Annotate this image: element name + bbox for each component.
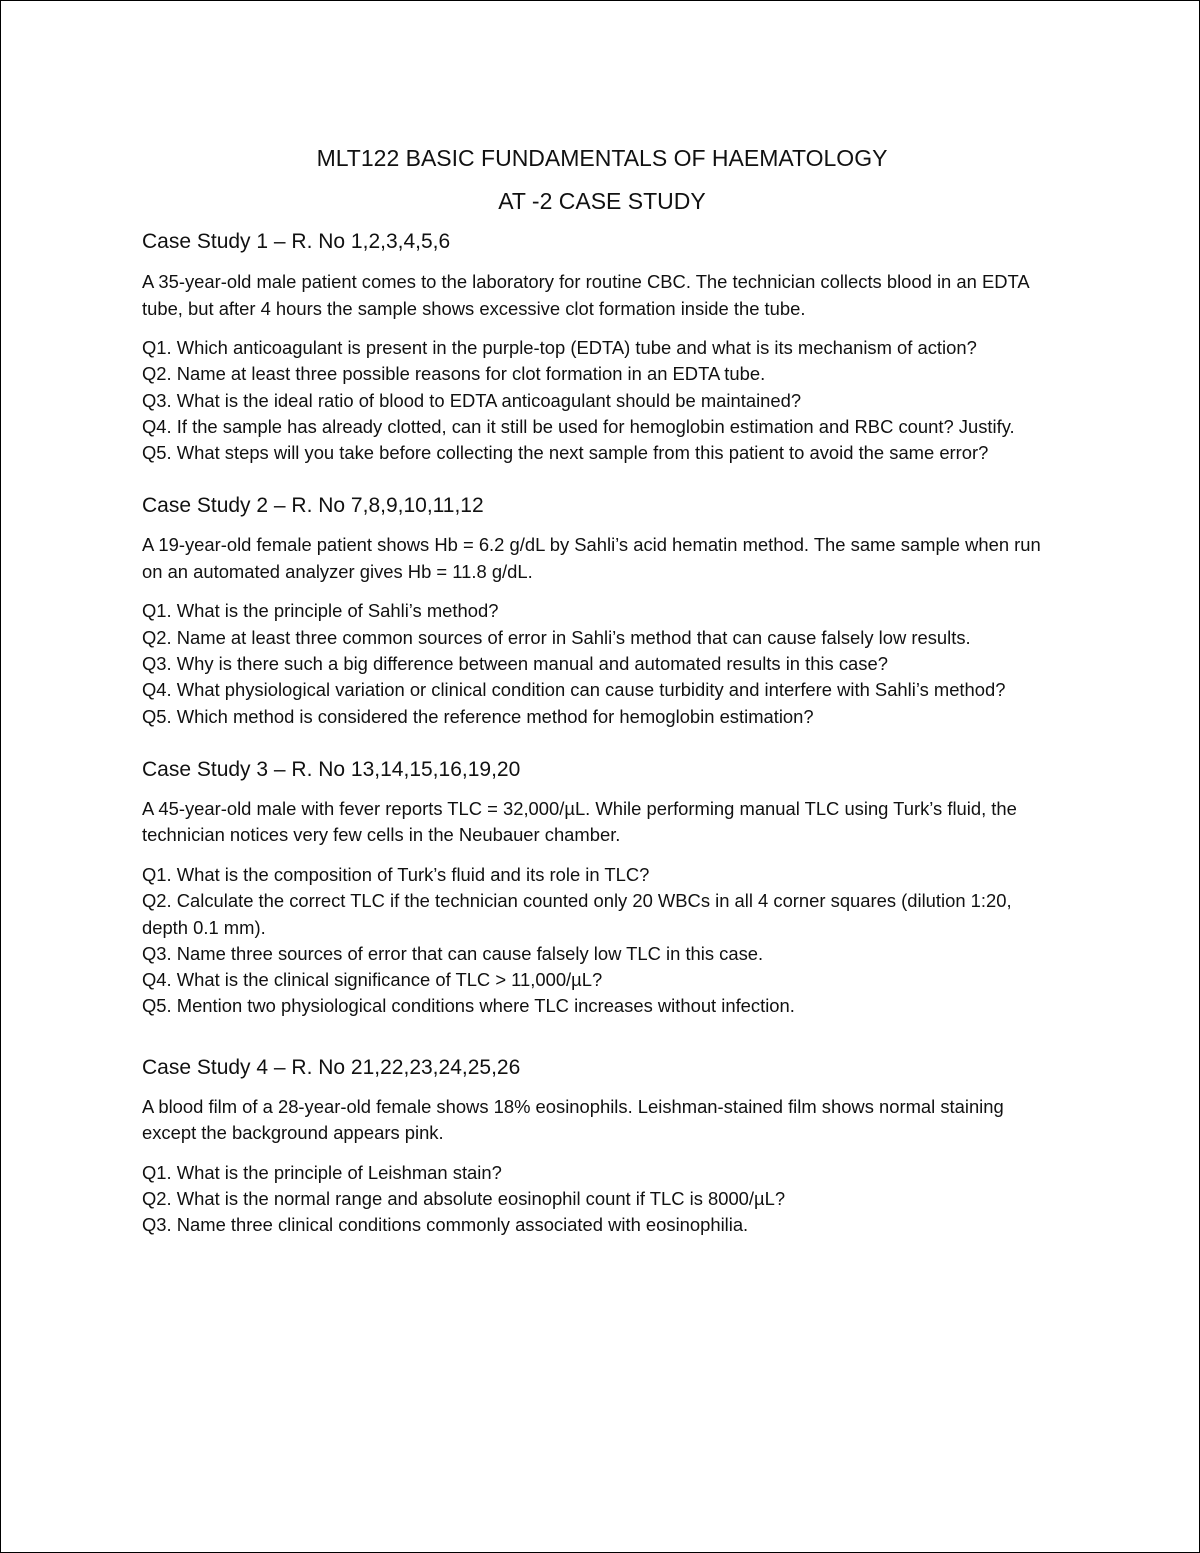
case-study-1-questions [142,335,1062,466]
question-item: Q2. What is the normal range and absolute eosinophil count if TLC is 8000/µL? [142,1188,786,1210]
question-item: Q1. Which anticoagulant is present in the purple-top (EDTA) tube and what is its mechanism of action? [142,337,977,358]
question-item: Q1. What is the principle of Sahli’s method? [142,600,499,622]
case-study-3 [142,756,1062,1020]
case-study-4 [142,1054,1062,1239]
case-study-2-heading: Case Study 2 – R. No 7,8,9,10,11,12 [142,494,484,518]
case-study-2-questions [142,598,1062,729]
question-item: Q3. Name three clinical conditions commonly associated with eosinophilia. [142,1214,749,1236]
case-study-3-questions [142,862,1062,1020]
case-study-4-description: A blood film of a 28-year-old female shows 18% eosinophils. Leishman-stained film shows normal staining except the background appears pink. [142,1095,1004,1144]
assignment-title: AT -2 CASE STUDY [498,188,706,214]
case-study-1-description: A 35-year-old male patient comes to the laboratory for routine CBC. The technician collects blood in an EDTA tube, but after 4 hours the sample shows excessive clot formation inside the tube. [142,271,1029,319]
question-item: Q5. Which method is considered the reference method for hemoglobin estimation? [142,705,814,727]
question-item: Q4. What is the clinical significance of TLC > 11,000/µL? [142,969,603,991]
case-study-4-questions [142,1160,1062,1239]
case-study-1-heading: Case Study 1 – R. No 1,2,3,4,5,6 [142,230,451,253]
case-study-2 [142,492,1062,729]
case-study-1 [142,228,1062,466]
question-item: Q5. What steps will you take before collecting the next sample from this patient to avoid the same error? [142,442,989,464]
case-study-2-description: A 19-year-old female patient shows Hb = 6.2 g/dL by Sahli’s acid hematin method. The same sample when run on an automated analyzer gives Hb = 11.8 g/dL. [142,534,1041,582]
case-study-3-description: A 45-year-old male with fever reports TLC = 32,000/µL. While performing manual TLC using Turk’s fluid, the technician notices very few cells in the Neubauer chamber. [142,797,1017,846]
question-item: Q3. Name three sources of error that can cause falsely low TLC in this case. [142,942,764,964]
case-study-3-heading: Case Study 3 – R. No 13,14,15,16,19,20 [142,757,521,781]
question-item: Q3. What is the ideal ratio of blood to EDTA anticoagulant should be maintained? [142,389,802,411]
question-item: Q2. Name at least three common sources of error in Sahli’s method that can cause falsely low results. [142,626,971,648]
document-content [142,137,1062,1239]
question-item: Q5. Mention two physiological conditions where TLC increases without infection. [142,995,795,1017]
question-item: Q1. What is the principle of Leishman stain? [142,1161,502,1183]
question-item: Q1. What is the composition of Turk’s fluid and its role in TLC? [142,863,650,885]
question-item: Q4. What physiological variation or clinical condition can cause turbidity and interfere with Sahli’s method? [142,679,1006,701]
case-study-4-heading: Case Study 4 – R. No 21,22,23,24,25,26 [142,1055,521,1079]
course-title: MLT122 BASIC FUNDAMENTALS OF HAEMATOLOGY [316,145,888,171]
question-item: Q4. If the sample has already clotted, can it still be used for hemoglobin estimation and RBC count? Justify. [142,415,1015,437]
question-item: Q2. Name at least three possible reasons for clot formation in an EDTA tube. [142,363,766,385]
question-item: Q3. Why is there such a big difference between manual and automated results in this case? [142,653,888,675]
question-item: Q2. Calculate the correct TLC if the technician counted only 20 WBCs in all 4 corner squares (dilution 1:20, depth 0.1 mm). [142,890,1012,938]
